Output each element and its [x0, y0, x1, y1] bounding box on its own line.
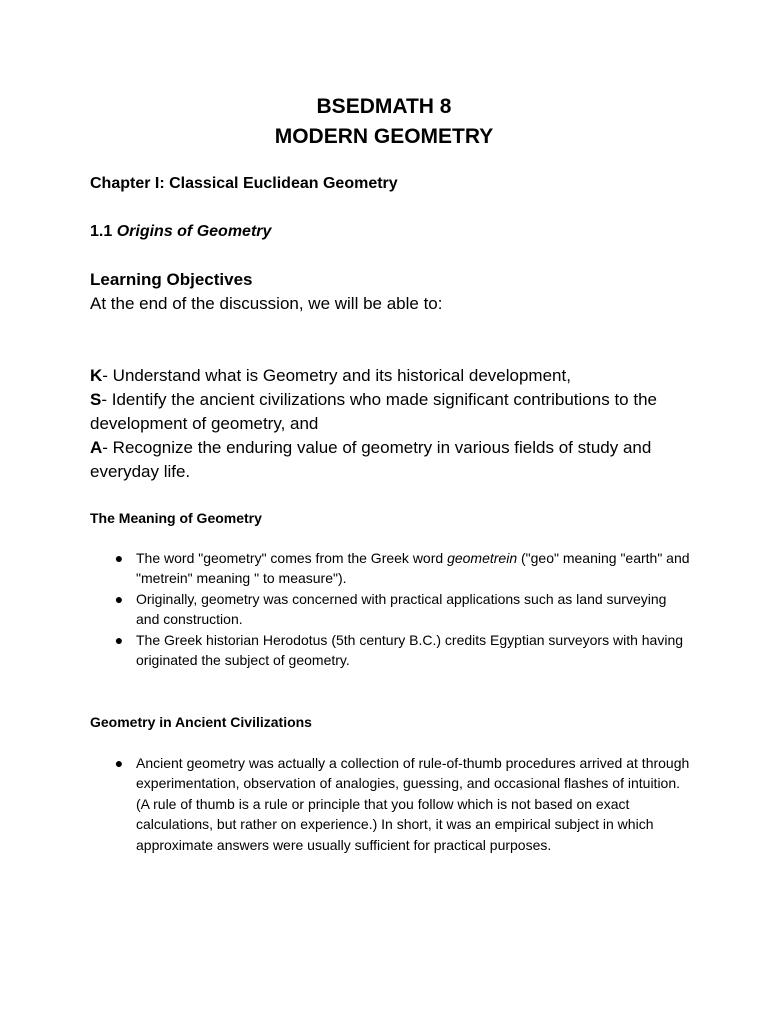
list-item [90, 589, 690, 630]
bullet-icon: ● [114, 755, 124, 771]
bullet-icon: ● [114, 590, 124, 607]
bullet-icon: ● [114, 550, 124, 566]
list-item [90, 630, 690, 671]
ancient-bullet-list [90, 753, 690, 855]
learning-objectives-intro: At the end of the discussion, we will be able to: [90, 294, 443, 313]
ancient-civilizations-heading: Geometry in Ancient Civilizations [90, 714, 312, 730]
bullet-text: Ancient geometry was actually a collection of rule-of-thumb procedures arrived at through experimentation, observation of analogies, guessing, and occasional flashes of intuition. (A rule of thumb is a rule or principle that you follow which is not based on exact calculations, but rather on experience.) In short, it was an empirical subject in which approximate answers were usually sufficient for practical purposes. [136, 755, 690, 853]
objective-text: - Recognize the enduring value of geometry in various fields of study and everyday life. [90, 438, 652, 481]
learning-objectives-heading: Learning Objectives [90, 270, 253, 289]
section-title: Origins of Geometry [116, 223, 272, 240]
objective-text: - Identify the ancient civilizations who made significant contributions to the development of geometry, and [90, 390, 657, 433]
chapter-heading: Chapter I: Classical Euclidean Geometry [90, 175, 398, 192]
bullet-icon: ● [114, 631, 124, 648]
objective-text: - Understand what is Geometry and its historical development, [102, 366, 571, 385]
bullet-text-start: The word "geometry" comes from the Greek word [136, 550, 448, 566]
objective-key: S [90, 390, 102, 409]
meaning-bullet-list [90, 548, 690, 670]
list-item [90, 753, 690, 855]
bullet-text: Originally, geometry was concerned with practical applications such as land surveying and construction. [136, 590, 667, 628]
greek-term: geometrein [447, 550, 518, 566]
list-item [90, 548, 690, 589]
bullet-text-end: ("geo" meaning "earth" and "metrein" meaning " to measure"). [136, 550, 690, 587]
course-code-title: BSEDMATH 8 [316, 95, 452, 118]
bullet-text: The Greek historian Herodotus (5th century B.C.) credits Egyptian surveyors with having originated the subject of geometry. [136, 631, 684, 669]
objective-attitude [90, 436, 690, 484]
objective-skill [90, 388, 690, 436]
objectives-list [90, 364, 690, 484]
objective-key: A [90, 438, 103, 457]
section-number: 1.1 [90, 223, 113, 240]
meaning-of-geometry-heading: The Meaning of Geometry [90, 510, 262, 526]
section-heading [90, 221, 690, 243]
objective-knowledge [90, 364, 690, 388]
course-name-title: MODERN GEOMETRY [274, 125, 494, 148]
objective-key: K [90, 366, 103, 385]
